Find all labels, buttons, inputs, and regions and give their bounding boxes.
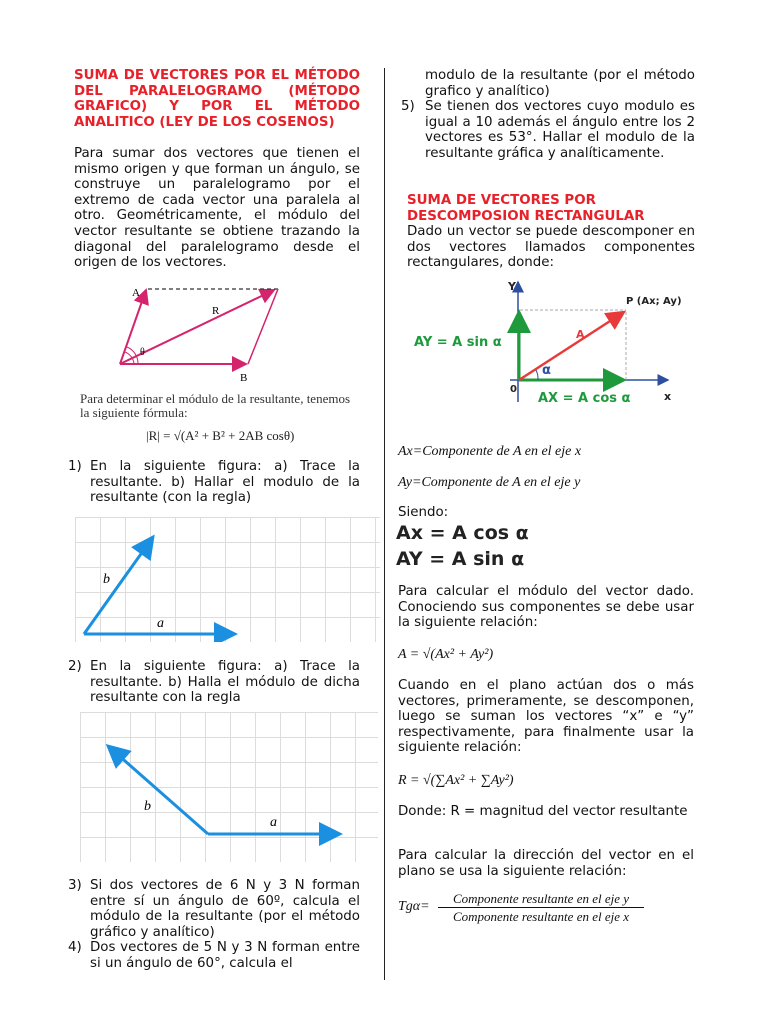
modulo-paragraph: Para calcular el módulo del vector dado. Conociendo sus componentes se debe usar la siguiente relación:	[398, 584, 694, 631]
section-heading-paralelogramo: SUMA DE VECTORES POR EL MÉTODO DEL PARALELOGRAMO (MÉTODO GRAFICO) Y POR EL MÉTODO ANALITICO (LEY DE LOS COSENOS)	[74, 68, 360, 130]
section-heading-descomposicion: SUMA DE VECTORES POR DESCOMPOSION RECTANGULAR	[407, 193, 645, 224]
label-b: B	[240, 372, 248, 384]
origin-label: 0	[510, 384, 517, 395]
problem-text: En la siguiente figura: a) Trace la resultante. b) Halla el módulo de dicha resultante con la regla	[90, 659, 360, 706]
resultant-formula: |R| = √(A² + B² + 2AB cosθ)	[146, 428, 295, 443]
resultant-equation: R = √(∑Ax² + ∑Ay²)	[398, 773, 514, 788]
ay-big-equation: AY = A sin α	[396, 548, 525, 570]
siendo-label: Siendo:	[398, 505, 449, 520]
problem-number: 2)	[68, 659, 82, 674]
vector-a-label: A	[576, 328, 585, 341]
tangent-lhs: Tgα=	[398, 899, 430, 914]
problem-number: 5)	[401, 99, 415, 114]
alpha-label: α	[542, 363, 551, 378]
problem-number: 3)	[68, 878, 82, 893]
label-a: a	[270, 815, 277, 830]
ax-equation: AX = A cos α	[538, 391, 631, 406]
problem-text: Dos vectores de 5 N y 3 N forman entre si un ángulo de 60°, calcula el	[90, 940, 360, 971]
label-b: b	[144, 799, 151, 814]
label-a: a	[157, 616, 164, 631]
problem-text: Si dos vectores de 6 N y 3 N forman entre sí un ángulo de 60º, calcula el módulo de la resultante (por el método gráfico y analítico)	[90, 878, 360, 940]
parallelogram-figure	[108, 280, 358, 388]
ay-definition: Ay=Componente de A en el eje y	[398, 475, 581, 490]
intro-paragraph-descomposicion: Dado un vector se puede descomponer en dos vectores llamados componentes rectangulares, donde:	[407, 224, 695, 271]
intro-paragraph-paralelogramo: Para sumar dos vectores que tienen el mismo origen y que forman un ángulo, se construye un paralelogramo por el extremo de cada vector una paralela al otro. Geométricamente, el módulo del vector resultante se obtiene trazando la diagonal del paralelogramo desde el origen de los vectores.	[74, 146, 360, 271]
fraction-bar	[438, 907, 644, 908]
tangent-numerator: Componente resultante en el eje y	[452, 891, 630, 906]
modulo-equation: A = √(Ax² + Ay²)	[398, 647, 494, 662]
problem-text: En la siguiente figura: a) Trace la resultante. b) Hallar el modulo de la resultante (con la regla)	[90, 459, 360, 506]
formula-caption: Para determinar el módulo de la resultante, tenemos la siguiente fórmula:	[80, 391, 351, 420]
ax-big-equation: Ax = A cos α	[396, 522, 529, 544]
vector-a-arrow	[519, 312, 624, 380]
column-divider	[384, 68, 385, 980]
cuando-paragraph: Cuando en el plano actúan dos o más vectores, primeramente, se descomponen, luego se suman los vectores “x” e “y” respectivamente, para finalmente usar la siguiente relación:	[398, 678, 694, 756]
x-axis-label: x	[664, 390, 672, 403]
problem-number: 4)	[68, 940, 82, 955]
grid-figure-1	[75, 517, 380, 642]
ay-equation: AY = A sin α	[414, 335, 502, 350]
problem-text: Se tienen dos vectores cuyo modulo es igual a 10 además el ángulo entre los 2 vectores es 53°. Hallar el modulo de la resultante gráfica y analíticamente.	[425, 99, 695, 161]
vector-b-arrow	[84, 537, 153, 634]
label-b: b	[103, 572, 110, 587]
vector-b-arrow	[108, 746, 208, 834]
grid-figure-2	[80, 712, 378, 862]
label-r: R	[212, 305, 220, 317]
tangent-denominator: Componente resultante en el eje x	[452, 909, 630, 924]
donde-paragraph: Donde: R = magnitud del vector resultante	[398, 804, 688, 819]
ax-definition: Ax=Componente de A en el eje x	[398, 444, 582, 459]
problem-4-continuation: modulo de la resultante (por el método grafico y analítico)	[425, 68, 695, 99]
label-theta: θ	[140, 347, 145, 358]
y-axis-label: Y	[508, 280, 516, 293]
decomposition-figure	[410, 276, 690, 410]
problem-number: 1)	[68, 459, 82, 474]
direccion-paragraph: Para calcular la dirección del vector en el plano se usa la siguiente relación:	[398, 848, 694, 879]
label-a: A	[132, 287, 140, 299]
point-p-label: P (Ax; Ay)	[626, 296, 682, 307]
tangent-fraction	[438, 891, 644, 924]
